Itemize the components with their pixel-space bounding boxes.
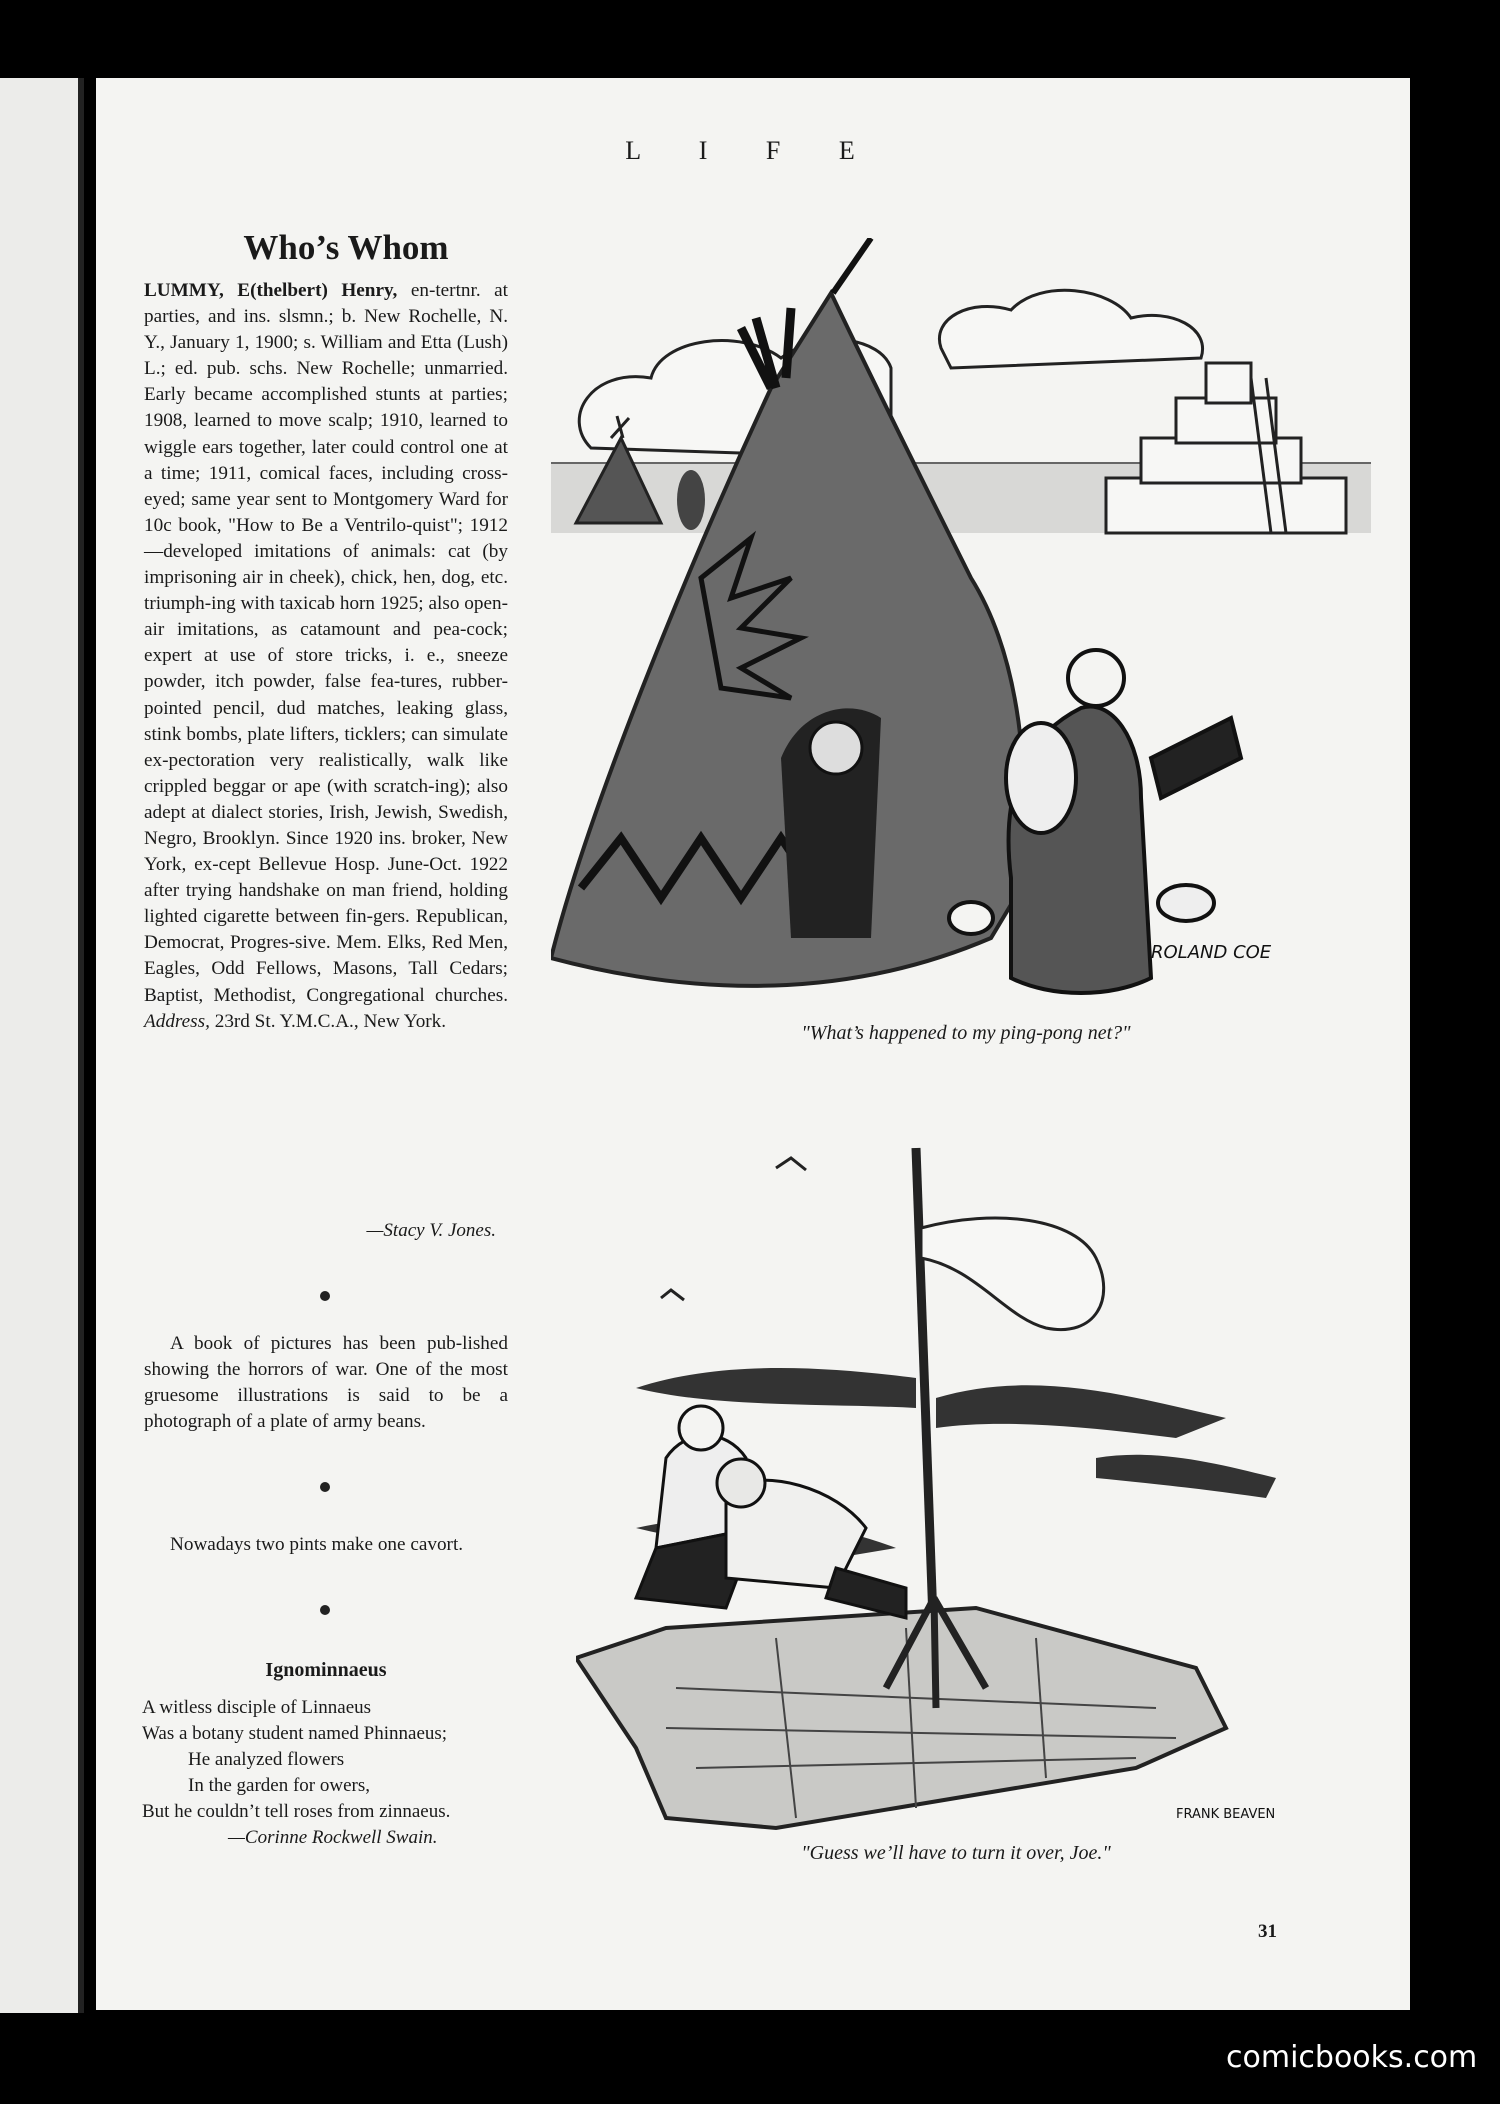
bio-byline: —Stacy V. Jones.: [366, 1220, 496, 1241]
bio-entry: [144, 278, 508, 1035]
page-number: 31: [1258, 1921, 1277, 1942]
separator-dot: [320, 1482, 330, 1492]
teepee-cartoon-caption: "What’s happened to my ping-pong net?": [801, 1022, 1131, 1044]
poem-line: But he couldn’t tell roses from zinnaeus.: [142, 1801, 451, 1822]
bio-name: LUMMY, E(thelbert) Henry,: [144, 280, 398, 301]
wave: [636, 1368, 916, 1408]
cartoon-signature: FRANK BEAVEN: [1176, 1807, 1276, 1822]
cloud-shape: [939, 290, 1202, 368]
address-label: Address,: [144, 1010, 210, 1032]
poem-line: He analyzed flowers: [188, 1749, 345, 1770]
bio-text: en-tertnr. at parties, and ins. slsmn.; b. New Rochelle, N. Y., January 1, 1900; s. William and Etta (Lush) L.; ed. pub. schs. New Rochelle; unmarried. Early became accomplished stunts at parties; 1908, learned to move scalp; 1910, learned to wiggle ears together, later could control one at a time; 1911, comical faces, including cross-eyed; same year sent to Montgomery Ward for 10c book, "How to Be a Ventrilo-quist"; 1912—developed imitations of animals: cat (by imprisoning air in cheek), chick, hen, dog, etc. triumph-ing with taxicab horn 1925; also open-air imitations, as catamount and pea-cock; expert at use of store tricks, i. e., sneeze powder, itch powder, false fea-tures, rubber-pointed pencil, dud matches, leaking glass, stink bombs, plate lifters, ticklers; can simulate ex-pectoration very realistically, walk like crippled beggar or ape (with scratch-ing); also adept at dialect stories, Irish, Jewish, Swedish, Negro, Brooklyn. Since 1920 ins. broker, New York, ex-cept Bellevue Hosp. June-Oct. 1922 after trying handshake on man friend, holding lighted cigarette between fin-gers. Republican, Democrat, Progres-sive. Mem. Elks, Red Men, Eagles, Odd Fellows, Masons, Tall Cedars; Baptist, Methodist, Congregational churches.: [144, 280, 508, 1006]
wave: [1096, 1455, 1276, 1498]
separator-dot: [320, 1605, 330, 1615]
gull-icon: [661, 1290, 684, 1300]
poem-line: In the garden for owers,: [188, 1775, 371, 1796]
raft-cartoon-caption: "Guess we’ll have to turn it over, Joe.": [801, 1842, 1111, 1864]
shirt-flag: [921, 1218, 1104, 1330]
man-in-doorway: [810, 722, 862, 774]
raft-mast: [916, 1148, 934, 1648]
poem-title: Ignominnaeus: [265, 1659, 387, 1681]
watermark: comicbooks.com: [1226, 2040, 1478, 2075]
poem: [142, 1695, 522, 1851]
magazine-page: [96, 78, 1410, 2010]
article-title: Who’s Whom: [243, 228, 449, 267]
facing-page-edge: [0, 78, 84, 2013]
cartoon-signature: ROLAND COE: [1151, 942, 1272, 963]
wave: [936, 1385, 1226, 1438]
gull-icon: [776, 1158, 806, 1170]
castaway-men: [636, 1406, 906, 1618]
running-head: L I F E: [625, 136, 881, 165]
distant-figure: [677, 470, 705, 530]
poem-line: Was a botany student named Phinnaeus;: [142, 1723, 448, 1744]
pueblo-building: [1106, 363, 1346, 533]
raft-cartoon: [576, 1128, 1366, 1888]
address-text: 23rd St. Y.M.C.A., New York.: [209, 1010, 447, 1032]
poem-author: —Corinne Rockwell Swain.: [228, 1827, 438, 1848]
two-pints-paragraph: Nowadays two pints make one cavort.: [170, 1534, 464, 1555]
teepee-cartoon: [551, 238, 1371, 1098]
separator-dot: [320, 1291, 330, 1301]
raft: [576, 1608, 1226, 1828]
war-pictures-paragraph: A book of pictures has been pub-lished showing the horrors of war. One of the most gruesome illustrations is said to be a photograph of a plate of army beans.: [144, 1333, 508, 1432]
poem-line: A witless disciple of Linnaeus: [142, 1697, 372, 1718]
